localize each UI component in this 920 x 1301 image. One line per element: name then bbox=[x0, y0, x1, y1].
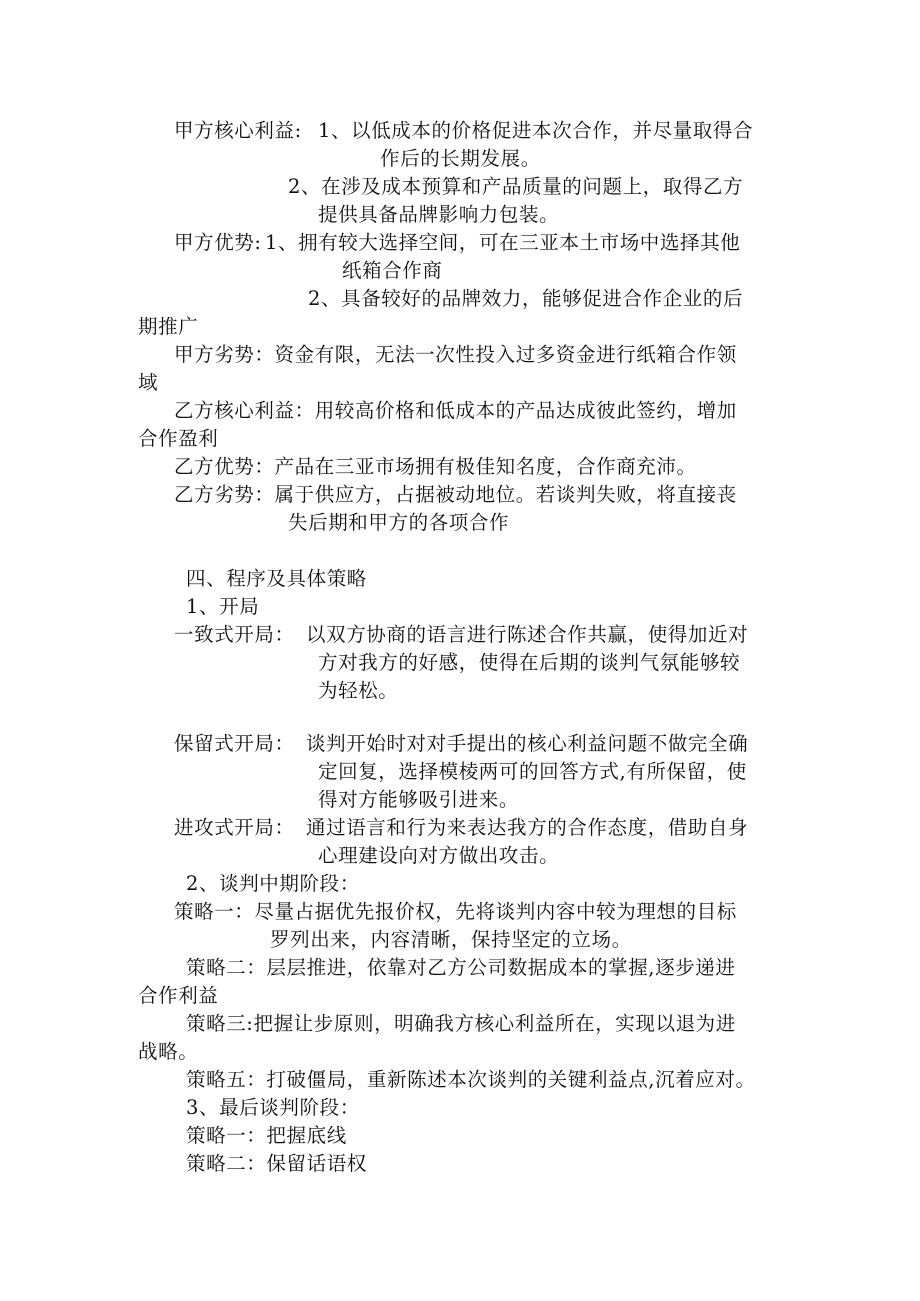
reserved-opening-text: 谈判开始时对对手提出的核心利益问题不做完全确 bbox=[306, 732, 749, 755]
final-strategy-1: 策略一：把握底线 bbox=[186, 1124, 347, 1147]
reserved-opening-text-2: 定回复，选择模棱两可的回答方式,有所保留，使 bbox=[318, 760, 747, 783]
reserved-opening-label: 保留式开局： bbox=[174, 732, 295, 755]
party-a-strength-1: 1、拥有较大选择空间，可在三亚本土市场中选择其他 bbox=[265, 231, 741, 254]
reserved-opening-text-3: 得对方能够吸引进来。 bbox=[318, 788, 520, 811]
middle-strategy-2-cont: 合作利益 bbox=[138, 984, 219, 1007]
section-4-heading: 四、程序及具体策略 bbox=[186, 567, 367, 590]
middle-strategy-1-cont: 罗列出来，内容清晰，保持坚定的立场。 bbox=[270, 928, 632, 951]
party-a-strength-label: 甲方优势: bbox=[174, 231, 262, 254]
middle-strategy-5: 策略五：打破僵局，重新陈述本次谈判的关键利益点,沉着应对。 bbox=[186, 1068, 756, 1091]
party-a-weakness-cont: 域 bbox=[138, 371, 159, 394]
party-a-weakness: 甲方劣势：资金有限，无法一次性投入过多资金进行纸箱合作领 bbox=[174, 343, 737, 366]
offensive-opening-text-2: 心理建设向对方做出攻击。 bbox=[318, 844, 560, 867]
party-a-strength-2: 2、具备较好的品牌效力，能够促进合作企业的后 bbox=[308, 287, 744, 310]
party-a-core-interest-2-cont: 提供具备品牌影响力包装。 bbox=[318, 203, 560, 226]
middle-stage-heading: 2、谈判中期阶段： bbox=[186, 872, 360, 895]
consistent-opening-label: 一致式开局： bbox=[174, 623, 295, 646]
party-b-core-interest: 乙方核心利益：用较高价格和低成本的产品达成彼此签约，增加 bbox=[174, 399, 737, 422]
party-b-weakness-cont: 失后期和甲方的各项合作 bbox=[288, 511, 510, 534]
consistent-opening-text-3: 为轻松。 bbox=[318, 679, 399, 702]
party-a-core-interest-1-cont: 作后的长期发展。 bbox=[380, 147, 541, 170]
party-a-core-interest-label: 甲方核心利益: bbox=[174, 119, 302, 142]
party-a-strength-1-cont: 纸箱合作商 bbox=[342, 259, 443, 282]
consistent-opening-text: 以双方协商的语言进行陈述合作共赢，使得加近对 bbox=[306, 623, 749, 646]
final-strategy-2: 策略二：保留话语权 bbox=[186, 1152, 367, 1175]
party-a-core-interest-2: 2、在涉及成本预算和产品质量的问题上，取得乙方 bbox=[288, 175, 744, 198]
opening-heading: 1、开局 bbox=[186, 595, 260, 618]
party-a-core-interest-1: 1、以低成本的价格促进本次合作，并尽量取得合 bbox=[318, 119, 754, 142]
party-a-strength-2-cont: 期推广 bbox=[138, 315, 199, 338]
middle-strategy-1: 策略一：尽量占据优先报价权，先将谈判内容中较为理想的目标 bbox=[174, 900, 737, 923]
offensive-opening-label: 进攻式开局： bbox=[174, 816, 295, 839]
party-b-strength: 乙方优势：产品在三亚市场拥有极佳知名度，合作商充沛。 bbox=[174, 455, 697, 478]
final-stage-heading: 3、最后谈判阶段： bbox=[186, 1096, 360, 1119]
party-b-core-interest-cont: 合作盈利 bbox=[138, 427, 219, 450]
middle-strategy-3: 策略三:把握让步原则，明确我方核心利益所在，实现以退为进 bbox=[186, 1012, 736, 1035]
middle-strategy-3-cont: 战略。 bbox=[138, 1040, 199, 1063]
offensive-opening-text: 通过语言和行为来表达我方的合作态度，借助自身 bbox=[306, 816, 749, 839]
party-b-weakness: 乙方劣势：属于供应方，占据被动地位。若谈判失败，将直接丧 bbox=[174, 483, 737, 506]
middle-strategy-2: 策略二：层层推进，依靠对乙方公司数据成本的掌握,逐步递进 bbox=[186, 956, 736, 979]
consistent-opening-text-2: 方对我方的好感，使得在后期的谈判气氛能够较 bbox=[318, 651, 741, 674]
